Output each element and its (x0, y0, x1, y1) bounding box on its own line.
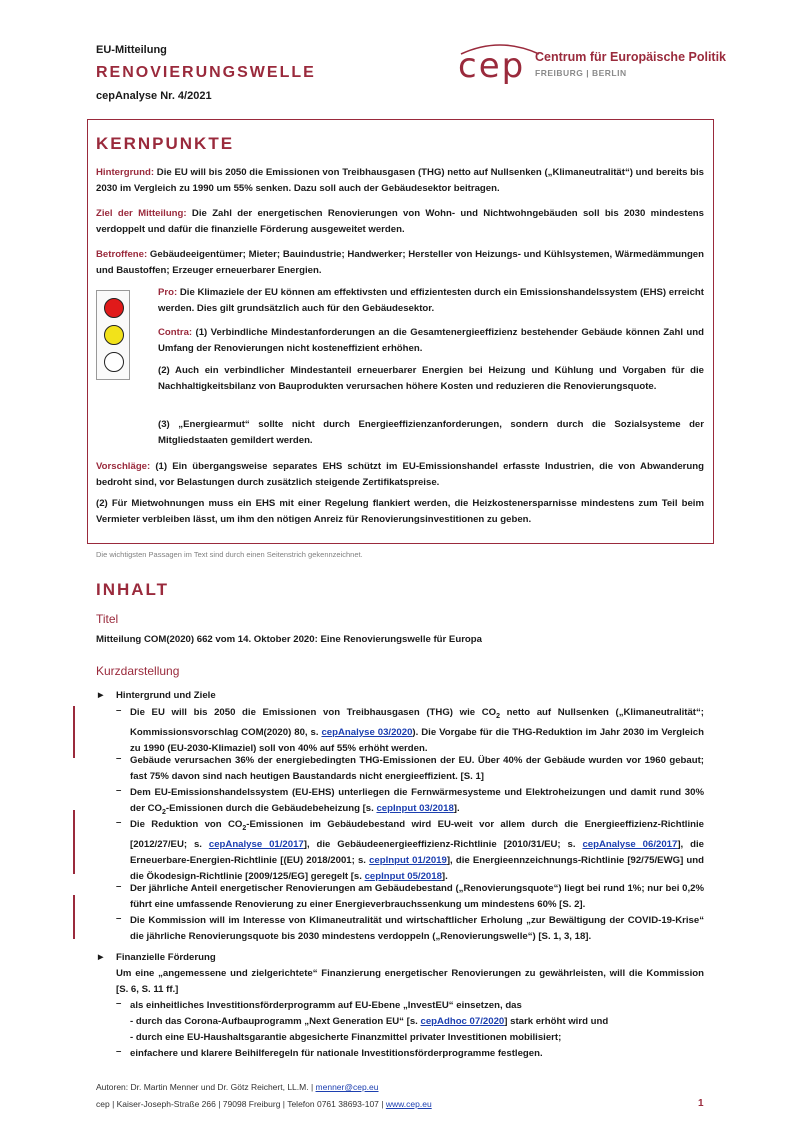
bullet-arrow-icon: ► (96, 952, 106, 963)
list-item: Gebäude verursachen 36% der energiebedingten THG-Emissionen der EU. Über 40% der Gebäude wurden vor 1960 gebaut; fast 75% davon sind nach heutigen Baustandards nicht energieeffizient. [S. 1] (130, 755, 704, 782)
traffic-light-red-icon (104, 298, 124, 318)
foerderung-intro: Um eine „angemessene und zielgerichtete“ Finanzierung energetischer Renovierungen zu gewährleisten, will die Kommission [S. 6, S. 11 ff.] (116, 968, 704, 995)
kp-vorschlaege-2: (2) Für Mietwohnungen muss ein EHS mit einer Regelung flankiert werden, die Heizkostenersparnisse mindestens zum Teil beim Vermieter verbleiben lässt, um ihm den nötigen Anreiz für Renovierungsinvestitionen zu geben. (96, 498, 704, 525)
kp-betroffene-label: Betroffene: (96, 249, 148, 260)
kernpunkte-title: KERNPUNKTE (96, 134, 235, 153)
doc-type: EU-Mitteilung (96, 44, 167, 56)
inhalt-title: INHALT (96, 580, 170, 599)
kp-contra-1: Contra: (1) Verbindliche Mindestanforderungen an die Gesamtenergieeffizienz bestehender Gebäude können Zahl und Umfang der Renovierungen nicht kosteneffizient erhöhen. (158, 327, 704, 354)
kurzdarstellung-heading: Kurzdarstellung (96, 664, 180, 678)
cep-logo (455, 40, 545, 88)
kp-vorschlaege-1: Vorschläge: (1) Ein übergangsweise separates EHS schützt im EU-Emissionshandel erfasste Industrien, die von Abwanderung bedroht sind, vor Belastungen durch zusätzlich steigende Zertifikatspreise. (96, 461, 704, 488)
list-item: - durch eine EU-Haushaltsgarantie abgesicherte Finanzmittel privater Investitionen mobilisiert; (130, 1032, 562, 1043)
footer-authors: Autoren: Dr. Martin Menner und Dr. Götz Reichert, LL.M. | menner@cep.eu (96, 1082, 379, 1092)
list-item: - durch das Corona-Aufbauprogramm „Next Generation EU“ [s. cepAdhoc 07/2020] stark erhöht wird und (130, 1016, 609, 1027)
list-item: einfachere und klarere Beihilferegeln für nationale Investitionsförderprogramme festlegen. (130, 1048, 543, 1059)
list-item: als einheitliches Investitionsförderprogramm auf EU-Ebene „InvestEU“ einsetzen, das (130, 1000, 522, 1011)
hintergrund-ziele-heading: Hintergrund und Ziele (116, 690, 216, 701)
website-link[interactable]: www.cep.eu (385, 1099, 432, 1109)
side-stroke (73, 706, 75, 758)
analysis-number: cepAnalyse Nr. 4/2021 (96, 90, 212, 102)
traffic-light-icon (96, 290, 130, 380)
footer-address: cep | Kaiser-Joseph-Straße 266 | 79098 Freiburg | Telefon 0761 38693-107 | www.cep.eu (96, 1099, 432, 1109)
bullet-arrow-icon: ► (96, 690, 106, 701)
side-stroke (73, 895, 75, 939)
titel-heading: Titel (96, 612, 119, 626)
list-item: Die Reduktion von $CO_2$-Emissionen im Gebäudebestand wird EU-weit vor allem durch die Energieeffizienz-Richtlinie [2012/27/EU; s. cepAnalyse 01/2017], die Gebäudeenergieeffizienz-Richtlinie [2010/31/EU; s. cepAnalyse 06/2017], die Erneuerbare-Energien-Richtlinie [(EU) 2018/2001; s. cepInput 01/2019], die Energieennzeichnungs-Richtlinie [92/75/EWG] und die Ökodesign-Richtlinie [2009/125/EG] geregelt [s. cepInput 05/2018]. (130, 819, 704, 882)
doc-title: RENOVIERUNGSWELLE (96, 64, 316, 81)
link-cepinput-01-2019[interactable]: cepInput 01/2019 (369, 854, 447, 866)
traffic-light-yellow-icon (104, 325, 124, 345)
link-cepanalyse-06-2017[interactable]: cepAnalyse 06/2017 (582, 838, 678, 850)
logo-wordmark: cep (458, 46, 526, 86)
kp-vorschlaege-label: Vorschläge: (96, 461, 151, 472)
kp-contra-3: (3) „Energiearmut“ sollte nicht durch Energieeffizienzanforderungen, sondern durch die Sozialsysteme der Mitgliedstaaten gemildert werden. (158, 419, 704, 446)
list-item: Die Kommission will im Interesse von Klimaneutralität und wirtschaftlicher Erholung „zur Bewältigung der COVID-19-Krise“ die jährliche Renovierungsquote bis 2030 mindestens verdoppeln („Renovierungswelle“) [S. 1, 3, 18]. (130, 915, 704, 942)
list-item: Dem EU-Emissionshandelssystem (EU-EHS) unterliegen die Fernwärmesysteme und Elektroheizungen und damit rund 30% der $CO_2$-Emissionen durch die Gebäudebeheizung [s. cepInput 03/2018]. (130, 787, 704, 816)
kp-pro: Pro: Die Klimaziele der EU können am effektivsten und effizientesten durch ein Emissionshandelssystem (EHS) erreicht werden. Dies gilt grundsätzlich auch für den Gebäudesektor. (158, 287, 704, 314)
kp-hintergrund: Hintergrund: Die EU will bis 2050 die Emissionen von Treibhausgasen (THG) netto auf Nullsenken („Klimaneutralität“) und bereits bis 2030 im Vergleich zu 1990 um 55% senken. Dazu soll auch der Gebäudesektor beitragen. (96, 167, 704, 194)
kp-hintergrund-label: Hintergrund: (96, 167, 155, 178)
link-cepadhoc-07-2020[interactable]: cepAdhoc 07/2020 (420, 1016, 505, 1027)
kp-ziel-label: Ziel der Mitteilung: (96, 208, 187, 219)
list-item: Die EU will bis 2050 die Emissionen von Treibhausgasen (THG) wie $CO_2$ netto auf Nullsenken („Klimaneutralität“; Kommissionsvorschlag COM(2020) 80, s. cepAnalyse 03/2020). Die Vorgabe für die THG-Reduktion im Jahr 2030 im Vergleich zu 1990 (EU-2030-Klimaziel) soll von 40% auf 55% erhöht werden. (130, 707, 704, 754)
link-cepinput-03-2018[interactable]: cepInput 03/2018 (376, 803, 454, 814)
link-cepinput-05-2018[interactable]: cepInput 05/2018 (364, 870, 442, 882)
link-cepanalyse-03-2020[interactable]: cepAnalyse 03/2020 (321, 726, 413, 738)
kp-betroffene: Betroffene: Gebäudeeigentümer; Mieter; Bauindustrie; Handwerker; Hersteller von Heizungs- und Kühlsystemen, Wärmedämmungen und Baustoffen; Erzeuger erneuerbarer Energien. (96, 249, 704, 276)
page-number: 1 (698, 1098, 704, 1109)
finanzielle-foerderung-heading: Finanzielle Förderung (116, 952, 216, 963)
traffic-light-white-icon (104, 352, 124, 372)
side-stroke (73, 810, 75, 874)
titel-text: Mitteilung COM(2020) 662 vom 14. Oktober 2020: Eine Renovierungswelle für Europa (96, 634, 482, 645)
kp-pro-label: Pro: (158, 287, 178, 298)
kp-contra-label: Contra: (158, 327, 193, 338)
org-cities: FREIBURG | BERLIN (535, 68, 627, 78)
kp-ziel: Ziel der Mitteilung: Die Zahl der energetischen Renovierungen von Wohn- und Nichtwohngebäuden soll bis 2030 mindestens verdoppelt und dafür die finanzielle Förderung ausgeweitet werden. (96, 208, 704, 235)
org-name: Centrum für Europäische Politik (535, 50, 727, 64)
link-cepanalyse-01-2017[interactable]: cepAnalyse 01/2017 (208, 838, 304, 850)
author-email-link[interactable]: menner@cep.eu (315, 1082, 379, 1092)
side-stroke-note: Die wichtigsten Passagen im Text sind durch einen Seitenstrich gekennzeichnet. (96, 550, 363, 559)
kp-contra-2: (2) Auch ein verbindlicher Mindestanteil erneuerbarer Energien bei Heizung und Kühlung und Vorgaben für die Nachhaltigkeitsbilanz von Bauprodukten verursachen höhere Kosten und reduzieren die Renovierungsquote. (158, 365, 704, 392)
list-item: Der jährliche Anteil energetischer Renovierungen am Gebäudebestand („Renovierungsquote“) liegt bei rund 1%; nur bei 0,2% führt eine umfassende Renovierung zu einer Energieverbrauchssenkung um mindestens 60% [S. 2]. (130, 883, 704, 910)
